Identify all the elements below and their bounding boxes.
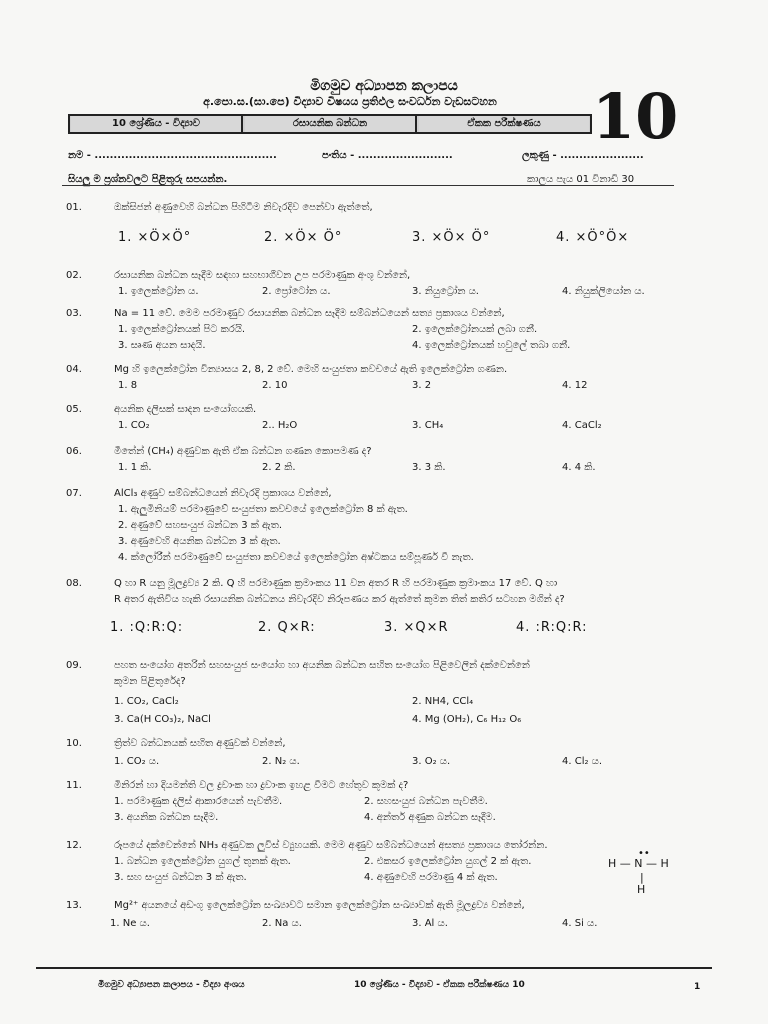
question-stem: මිනිරන් හා දියමන්ති වල ද්‍රවාංක හා ද්‍රවාංක ඉහළ වීමට හේතුව කුමක් ද? xyxy=(114,780,409,791)
option-4: 4. Si ය. xyxy=(562,918,598,929)
footer-zone: මිගමුව අධ්‍යාපන කලාපය - විද්‍යා අංශය xyxy=(98,980,245,990)
nh3-row: H — N — H xyxy=(608,857,669,870)
zone-title: මිගමුව අධ්‍යාපන කලාපය xyxy=(310,78,458,94)
option-4: 4. ×Ö°Ö× xyxy=(556,230,630,245)
option-3: 3. ×Q×R xyxy=(384,620,449,635)
question-stem: Mg²⁺ අයනයේ අඩංගු ඉලෙක්ට්‍රෝන සංඛ්‍යාවට සමාන ඉලෙක්ට්‍රෝන සංඛ්‍යාවක් ඇති මූලද්‍රව්‍ය වන්නේ, xyxy=(114,900,525,911)
option-2: 2. 2 කි. xyxy=(262,462,296,473)
option-2: 2. අණුවේ සහසංයුජ බන්ධන 3 ක් ඇත. xyxy=(118,520,283,531)
option-4: 4. නියුක්ලියෝන ය. xyxy=(562,286,645,297)
question-number: 01. xyxy=(66,202,82,213)
question-stem: අයනික දලිසක් සාදන සංයෝගයකි. xyxy=(114,404,257,415)
option-4: 4. ක්ලෝරීන් පරමාණුවේ සංයුජතා කවචයේ ඉලෙක්ට්‍රෝන අෂ්ටකය සම්පූර්ණ වී නැත. xyxy=(118,552,474,563)
option-4: 4. අන්තර් අණුක බන්ධන සෑදීම. xyxy=(364,812,496,823)
option-2: 2. Q×R: xyxy=(258,620,316,635)
question-number: 04. xyxy=(66,364,82,375)
question-number: 13. xyxy=(66,900,82,911)
question-number: 11. xyxy=(66,780,82,791)
question-number: 02. xyxy=(66,270,82,281)
option-4: 4. CaCl₂ xyxy=(562,420,602,431)
class-field: පංතිය - ......................... xyxy=(322,150,453,161)
nh3-bond: | xyxy=(640,871,644,884)
option-3: 3. අණුවෙහි අයනික බන්ධන 3 ක් ඇත. xyxy=(118,536,281,547)
header-divider xyxy=(62,185,674,186)
nh3-lewis-structure xyxy=(608,848,678,898)
option-2: 2. N₂ ය. xyxy=(262,756,300,767)
question-stem-line2: කුමන පිළිතුරේද? xyxy=(114,676,186,687)
option-3: 3. Al ය. xyxy=(412,918,448,929)
option-4: 4. :R:Q:R: xyxy=(516,620,588,635)
option-3: 3. Ca(H CO₃)₂, NaCl xyxy=(114,714,211,725)
lone-pair-dots: •• xyxy=(638,848,650,859)
option-1: 1. ඇලුමිනියම් පරමාණුවේ සංයුජතා කවචයේ ඉලෙක්ට්‍රෝන 8 ක් ඇත. xyxy=(118,504,408,515)
option-2: 2. ×Ö× Ö° xyxy=(264,230,343,245)
option-1: 1. 1 කි. xyxy=(118,462,152,473)
option-2: 2. ඉලෙක්ට්‍රෝනයක් ලබා ගනී. xyxy=(412,324,538,335)
footer-test-title: 10 ශ්‍රේණිය - විද්‍යාව - ඒකක පරීක්ෂණය 10 xyxy=(354,980,525,990)
option-1: 1. පරමාණුක දලිස් ආකාරයෙන් පැවතීම. xyxy=(114,796,283,807)
option-2: 2. සහසංයුජ බන්ධන පැවතීම. xyxy=(364,796,488,807)
option-3: 3. නියුට්‍රෝන ය. xyxy=(412,286,479,297)
question-stem: Mg හි ඉලෙක්ට්‍රෝන වින්‍යාසය 2, 8, 2 වේ. මෙහි සංයුජතා කවචයේ ඇති ඉලෙක්ට්‍රෝන ගණන. xyxy=(114,364,508,375)
question-stem: Q හා R යනු මූලද්‍රව්‍ය 2 කි. Q හි පරමාණුක ක්‍රමාංකය 11 වන අතර R හි පරමාණුක ක්‍රමාංකය 17 වේ. Q හා xyxy=(114,578,558,589)
option-3: 3. 3 කි. xyxy=(412,462,446,473)
option-4: 4. අණුවෙහි පරමාණු 4 ක් ඇත. xyxy=(364,872,498,883)
question-number: 05. xyxy=(66,404,82,415)
question-number: 10. xyxy=(66,738,82,749)
option-4: 4. 4 කි. xyxy=(562,462,596,473)
option-2: 2. NH4, CCl₄ xyxy=(412,696,474,707)
question-stem: රූපයේ දක්වෙන්නේ NH₃ අණුවක ලුවිස් ව්‍යුහයකි. මෙම අණුව සම්බන්ධයෙන් අසත්‍ය ප්‍රකාශය තෝරන්න. xyxy=(114,840,548,851)
option-4: 4. ඉලෙක්ට්‍රෝනයක් හවුලේ තබා ගනී. xyxy=(412,340,571,351)
option-2: 2. 10 xyxy=(262,380,288,391)
question-stem-line2: R අතර ඇතිවිය හැකි රසායනික බන්ධනය නිවැරදිව නිරූපණය කර ඇත්තේ කුමන තිත් කතිර සටහන මගින් ද? xyxy=(114,594,565,605)
instruction: සියලු ම ප්‍රශ්නවලට පිළිතුරු සපයන්න. xyxy=(68,174,228,185)
question-stem: ත්‍රිත්ව බන්ධනයක් සහිත අණුවක් වන්නේ, xyxy=(114,738,286,749)
option-1: 1. ×Ö×Ö° xyxy=(118,230,192,245)
question-stem: රසායනික බන්ධන සෑදීම සඳහා සහභාගීවන උප පරමාණුක අංශු වන්නේ, xyxy=(114,270,411,281)
option-3: 3. සෘණ අයන සාදයි. xyxy=(118,340,206,351)
option-3: 3. O₂ ය. xyxy=(412,756,451,767)
question-number: 07. xyxy=(66,488,82,499)
question-stem: Na = 11 වේ. මෙම පරමාණුව රසායනික බන්ධන සෑදීම සම්බන්ධයෙන් සත්‍ය ප්‍රකාශය වන්නේ, xyxy=(114,308,505,319)
option-4: 4. Mg (OH₂), C₆ H₁₂ O₆ xyxy=(412,714,522,725)
option-1: 1. ඉලෙක්ට්‍රෝනයක් පිට කරයි. xyxy=(118,324,246,335)
header-test-type: ඒකක පරීක්ෂණය xyxy=(419,116,589,132)
question-stem: මීතේන් (CH₄) අණුවක ඇති ඒක බන්ධන ගණන කොපමණ ද? xyxy=(114,446,372,457)
option-4: 4. Cl₂ ය. xyxy=(562,756,603,767)
option-1: 1. :Q:R:Q: xyxy=(110,620,184,635)
name-field: නම - ................................................ xyxy=(68,150,277,161)
footer-divider xyxy=(36,967,712,969)
program-subtitle: අ.පො.ස.(සා.පෙ) විද්‍යාව විෂයය ප්‍රතිඵල සංවර්ධන වැඩසටහන xyxy=(203,95,497,108)
question-number: 06. xyxy=(66,446,82,457)
question-number: 03. xyxy=(66,308,82,319)
option-3: 3. සහ සංයුජ බන්ධන 3 ක් ඇත. xyxy=(114,872,247,883)
option-1: 1. ඉලෙක්ට්‍රෝන ය. xyxy=(118,286,199,297)
grade-number: 10 xyxy=(592,80,679,153)
option-3: 3. CH₄ xyxy=(412,420,444,431)
question-stem: AlCl₃ අණුව සම්බන්ධයෙන් නිවැරදි ප්‍රකාශය වන්නේ, xyxy=(114,488,332,499)
option-1: 1. Ne ය. xyxy=(110,918,150,929)
option-1: 1. CO₂ ය. xyxy=(114,756,160,767)
option-1: 1. 8 xyxy=(118,380,138,391)
question-stem: පහත සංයෝග අතරින් සහසංයුජ සංයෝග හා අයනික බන්ධන සහිත සංයෝග පිළිවෙලින් දක්වෙන්නේ xyxy=(114,660,530,671)
question-number: 08. xyxy=(66,578,82,589)
option-2: 2. ප්‍රෝටෝන ය. xyxy=(262,286,331,297)
nh3-bottom-h: H xyxy=(637,883,646,896)
question-stem: ඔක්සිජන් අණුවෙහි බන්ධන පිහිටීම නිවැරදිව පෙන්වා ඇත්තේ, xyxy=(114,202,373,213)
option-2: 2.. H₂O xyxy=(262,420,298,431)
question-number: 09. xyxy=(66,660,82,671)
marks-field: ලකුණු - ...................... xyxy=(522,150,644,161)
option-1: 1. බන්ධන ඉලෙක්ට්‍රෝන යුගල් තුනක් ඇත. xyxy=(114,856,291,867)
option-3: 3. අයනික බන්ධන සෑදීම. xyxy=(114,812,219,823)
option-1: 1. CO₂ xyxy=(118,420,150,431)
option-4: 4. 12 xyxy=(562,380,588,391)
option-3: 3. ×Ö× Ö° xyxy=(412,230,491,245)
question-number: 12. xyxy=(66,840,82,851)
option-2: 2. Na ය. xyxy=(262,918,302,929)
page-number: 1 xyxy=(694,982,701,992)
time-allowed: කාලය පැය 01 විනාඩි 30 xyxy=(527,174,635,185)
header-unit: රසායනික බන්ධන xyxy=(245,116,417,132)
option-3: 3. 2 xyxy=(412,380,432,391)
option-2: 2. එකසර ඉලෙක්ට්‍රෝන යුගල් 2 ක් ඇත. xyxy=(364,856,532,867)
header-grade-subject: 10 ශ්‍රේණිය - විද්‍යාව xyxy=(71,116,243,132)
header-bar xyxy=(68,114,592,134)
option-1: 1. CO₂, CaCl₂ xyxy=(114,696,179,707)
